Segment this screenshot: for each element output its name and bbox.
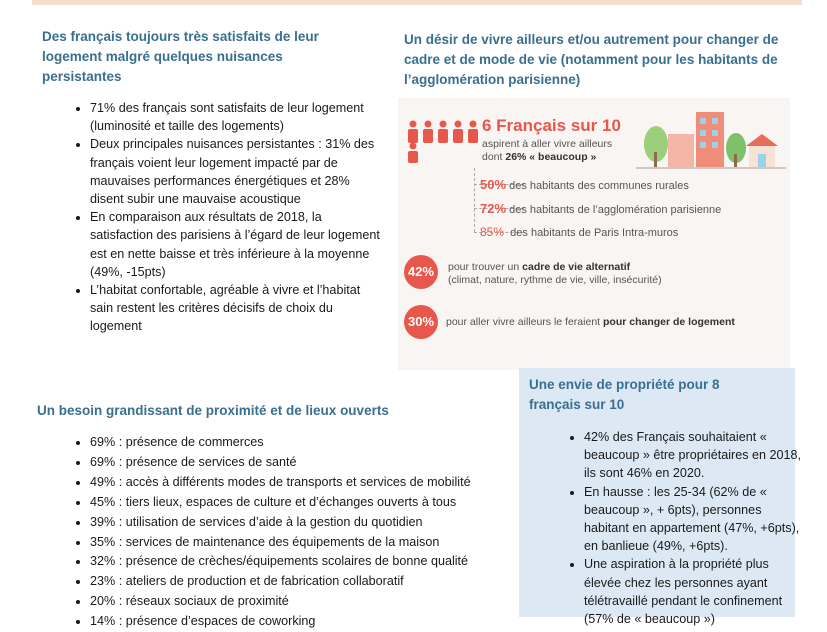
section-satisfaction-title: Des français toujours très satisfaits de leur logement malgré quelques nuisances persistantes	[42, 29, 319, 84]
list-item: • En hausse : les 25-34 (62% de « beaucoup », + 6pts), personnes habitant en appartement (47%, +6pts), en banlieue (49%, +6pts).	[584, 483, 806, 556]
section-vivre-ailleurs-title: Un désir de vivre ailleurs et/ou autrement pour changer de cadre et de mode de vie (notamment pour les habitants de l’agglomération parisienne)	[404, 32, 779, 87]
list-item: • En comparaison aux résultats de 2018, la satisfaction des parisiens à l’égard de leur logement est en nette baisse et très inférieure à la moyenne (49%, -15pts)	[90, 208, 380, 281]
circle1-text	[448, 261, 662, 287]
row-text: des habitants de l’agglomération parisienne	[509, 204, 722, 216]
list-item: • 69% : présence de commerces	[90, 433, 530, 453]
row-text: des habitants de Paris Intra-muros	[510, 227, 679, 239]
list-item: • 35% : services de maintenance des équipements de la maison	[90, 533, 530, 553]
list-item: • 23% : ateliers de production et de fabrication collaboratif	[90, 572, 530, 592]
connector-line	[474, 168, 475, 232]
circle-42: 42%	[404, 255, 438, 289]
list-item: • 32% : présence de crèches/équipements scolaires de bonne qualité	[90, 552, 530, 572]
propriete-list	[566, 428, 806, 628]
satisfaction-list	[72, 99, 380, 336]
list-item: • 39% : utilisation de services d’aide à la gestion du quotidien	[90, 513, 530, 533]
top-accent-bar	[32, 0, 802, 5]
infographic-sub2-bold: 26% « beaucoup »	[505, 151, 597, 163]
row-pct: 72%	[480, 201, 507, 216]
list-item: • 20% : réseaux sociaux de proximité	[90, 592, 530, 612]
infographic-sub1: aspirent à aller vivre ailleurs	[482, 138, 613, 150]
circle-30: 30%	[404, 305, 438, 339]
row-text: des habitants des communes rurales	[509, 180, 689, 192]
circle1-prefix: pour trouver un	[448, 261, 520, 273]
circle2-text	[446, 316, 735, 329]
circle2-bold: pour changer de logement	[603, 316, 735, 328]
list-item: • Deux principales nuisances persistantes : 31% des français voient leur logement impacté par de mauvaises performances énergétiques et 28% disent subir une mauvaise acoustique	[90, 135, 380, 208]
infographic-headline: 6 Français sur 10	[482, 116, 621, 135]
list-item: • 69% : présence de services de santé	[90, 453, 530, 473]
city-buildings-icon	[636, 104, 786, 170]
row-rural	[480, 177, 689, 192]
proximite-list	[72, 433, 530, 632]
people-icon	[406, 118, 480, 164]
list-item: • 49% : accès à différents modes de transports et services de mobilité	[90, 473, 530, 493]
list-item: • 42% des Français souhaitaient « beaucoup » être propriétaires en 2018, ils sont 46% en 2020.	[584, 428, 806, 483]
infographic-sub2-prefix: dont	[482, 151, 503, 163]
list-item: • Une aspiration à la propriété plus élevée chez les personnes ayant télétravaillé pendant le confinement (57% de « beaucoup »)	[584, 555, 806, 628]
list-item: • 71% des français sont satisfaits de leur logement (luminosité et taille des logements)	[90, 99, 380, 135]
circle1-bold: cadre de vie alternatif	[522, 261, 631, 273]
row-pct: 50%	[480, 177, 507, 192]
row-pct: 85%	[480, 225, 505, 239]
section-proximite-title: Un besoin grandissant de proximité et de lieux ouverts	[37, 403, 389, 418]
infographic-sub2	[482, 151, 596, 163]
vivre-ailleurs-infographic	[398, 98, 790, 370]
row-paris	[480, 225, 678, 239]
circle1-line2: (climat, nature, rythme de vie, ville, insécurité)	[448, 274, 662, 286]
list-item: • L’habitat confortable, agréable à vivre et l’habitat sain restent les critères décisifs de choix du logement	[90, 281, 380, 336]
row-agglomeration	[480, 201, 721, 216]
circle2-prefix: pour aller vivre ailleurs le feraient	[446, 316, 601, 328]
list-item: • 14% : présence d’espaces de coworking	[90, 612, 530, 632]
section-propriete-title: Une envie de propriété pour 8 français sur 10	[529, 377, 720, 412]
list-item: • 45% : tiers lieux, espaces de culture et d’échanges ouverts à tous	[90, 493, 530, 513]
